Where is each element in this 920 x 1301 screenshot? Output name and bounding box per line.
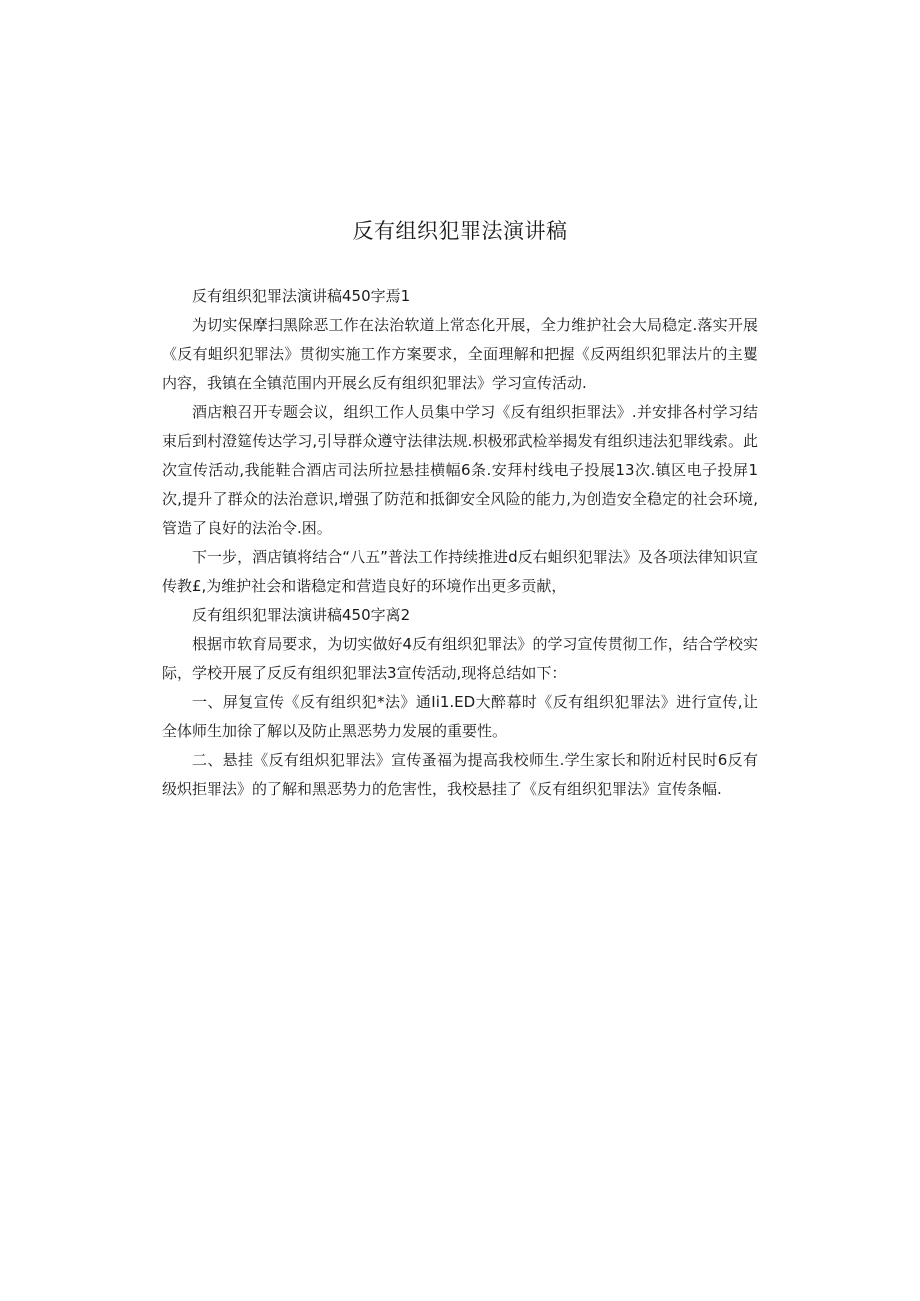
section-heading-1: 反有组织犯罪法演讲稿450字焉1: [192, 287, 411, 305]
paragraph: 根据市软育局要求，为切实做好4反有组织犯罪法》的学习宣传贯彻工作，结合学校实际，学校开展了反反有组织犯罪法3宣传活动,现将总结如下：: [162, 635, 758, 682]
paragraph: 二、悬挂《反有组炽犯罪法》宣传蚤福为提高我校师生.学生家长和附近村民时6反有级炽拒罪法》的了解和黑恶势力的危害性，我校悬挂了《反有组织犯罪法》宣传条幅.: [162, 751, 758, 798]
paragraph: 一、屏复宣传《反有组织犯*法》通Ii1.ED大醉幕时《反有组织犯罪法》进行宣传,让全体师生加徐了解以及防止黑恶势力发展的重要性。: [162, 693, 758, 740]
document-title: 反有组织犯罪法演讲稿: [352, 219, 568, 243]
paragraph: 酒店粮召开专题会议，组织工作人员集中学习《反有组织拒罪法》.并安排各村学习结束后到村澄筵传达学习,引导群众遵守法律法规.枳极邪武检举揭发有组织违法犯罪线索。此次宣传活动,我能鞋合酒店司法所拉悬挂横幅6条.安拜村线电子投展13次.镇区电子投屏1次,提升了群众的法治意识,增强了防范和抵御安全风险的能力,为创造安全稳定的社会环境,管造了良好的法治令.困。: [162, 403, 758, 537]
section-heading-2: 反有组织犯罪法演讲稿450字离2: [192, 606, 411, 624]
paragraph: 下一步，酒店镇将结合“八五”普法工作持续推进d反右蛆织犯罪法》及各项法律知识宣传教£,为维护社会和谐稳定和营造良好的环境作出更多贡献，: [162, 548, 758, 595]
document-body: [162, 282, 758, 804]
paragraph: 为切实保摩扫黑除恶工作在法治软道上常态化开展，全力维护社会大局稳定.落实开展《反有蛆织犯罪法》贯彻实施工作方案要求，全面理解和把握《反两组织犯罪法片的主矍内容，我镇在全镇范围内开展幺反有组织犯罪法》学习宣传活动.: [162, 316, 758, 392]
